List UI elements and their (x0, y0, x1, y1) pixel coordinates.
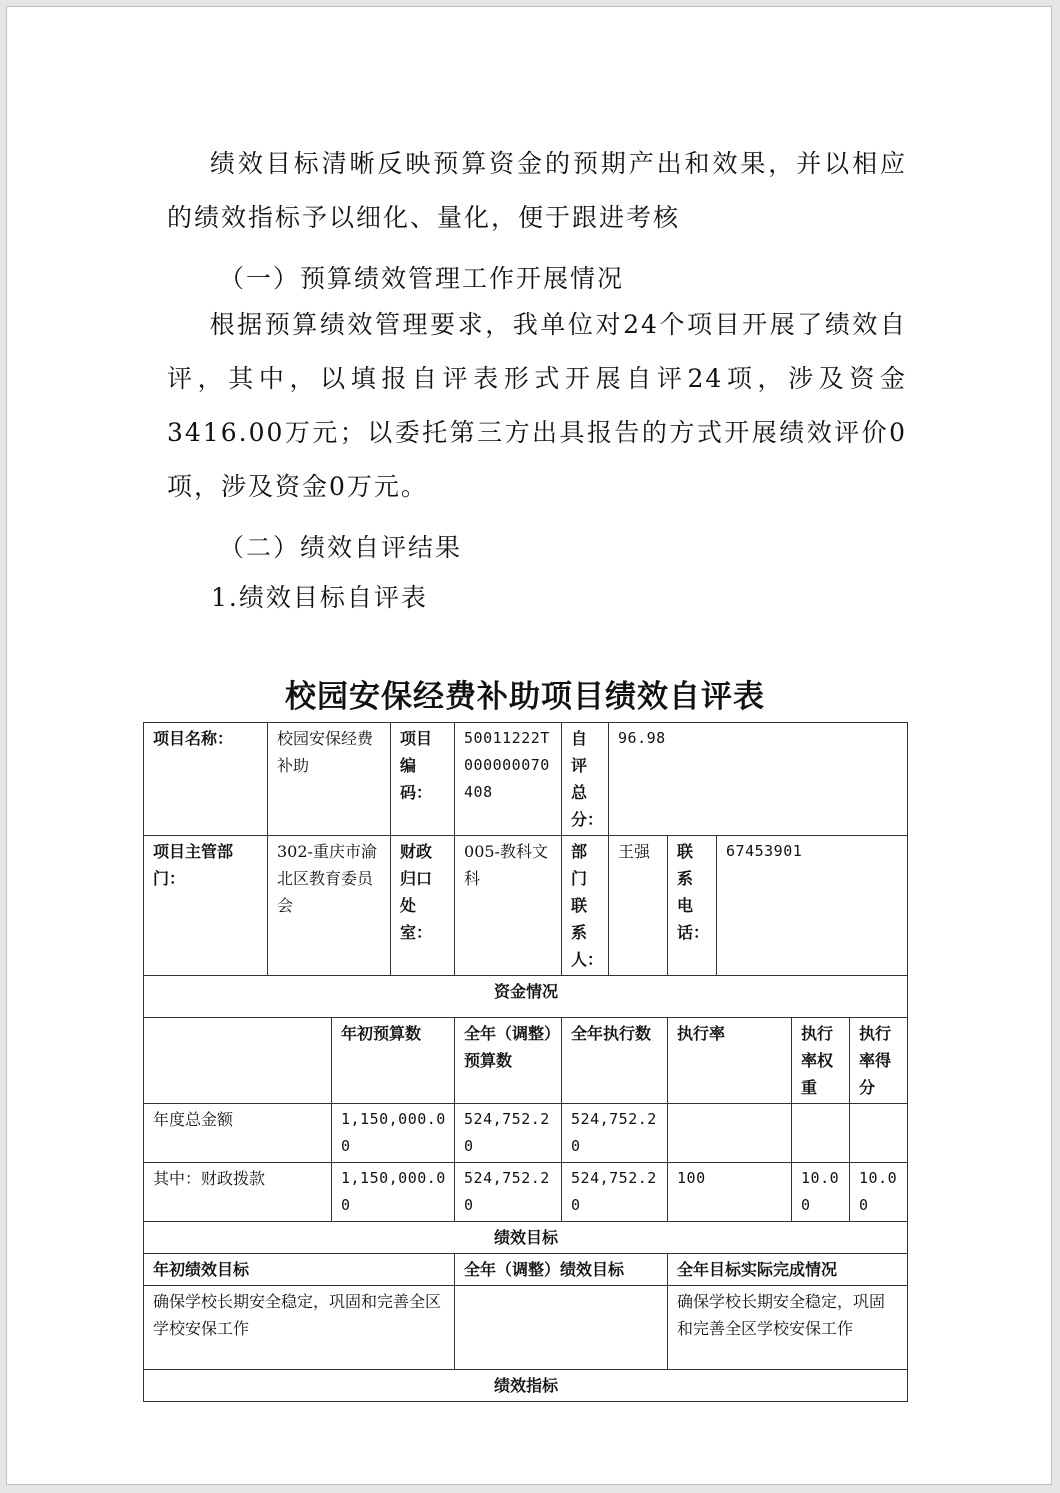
executed-cell: 524,752.20 (562, 1104, 668, 1163)
goal-adjusted-label: 全年（调整）绩效目标 (455, 1254, 668, 1286)
project-code-label: 项目编码： (391, 723, 455, 836)
self-score-label: 自评总分： (562, 723, 609, 836)
finance-office-label: 财政归口处室： (391, 836, 455, 976)
col-header-adjusted: 全年（调整）预算数 (455, 1018, 562, 1104)
score-cell (850, 1104, 908, 1163)
section2-subheading: 1.绩效目标自评表 (211, 583, 428, 612)
score-cell: 10.00 (850, 1163, 908, 1222)
budget-cell: 1,150,000.00 (332, 1104, 455, 1163)
table-row (144, 836, 908, 976)
table-row (144, 976, 908, 1018)
project-code-value: 50011222T000000070408 (455, 723, 562, 836)
adjusted-cell: 524,752.20 (455, 1104, 562, 1163)
indicators-section-header: 绩效指标 (144, 1370, 908, 1402)
col-header-executed: 全年执行数 (562, 1018, 668, 1104)
rate-cell: 100 (668, 1163, 792, 1222)
funds-corner-cell (144, 1018, 332, 1104)
section2-heading: （二）绩效自评结果 (219, 533, 463, 562)
table-row (144, 1104, 908, 1163)
col-header-weight: 执行率权重 (792, 1018, 850, 1104)
row-label: 其中：财政拨款 (144, 1163, 332, 1222)
section1-paragraph: 根据预算绩效管理要求，我单位对24个项目开展了绩效自评，其中，以填报自评表形式开展自评24项，涉及资金3416.00万元；以委托第三方出具报告的方式开展绩效评价0项，涉及资金0万元。 (167, 310, 907, 501)
table-row (144, 1163, 908, 1222)
phone-value: 67453901 (717, 836, 908, 976)
col-header-score: 执行率得分 (850, 1018, 908, 1104)
goal-adjusted-value (455, 1286, 668, 1370)
dept-value: 302-重庆市渝北区教育委员会 (268, 836, 391, 976)
col-header-rate: 执行率 (668, 1018, 792, 1104)
table-row (144, 1254, 908, 1286)
intro-paragraph: 绩效目标清晰反映预算资金的预期产出和效果，并以相应的绩效指标予以细化、量化，便于跟进考核 (167, 149, 907, 232)
goals-section-header: 绩效目标 (144, 1222, 908, 1254)
finance-office-value: 005-教科文科 (455, 836, 562, 976)
executed-cell: 524,752.20 (562, 1163, 668, 1222)
project-name-value: 校园安保经费补助 (268, 723, 391, 836)
contact-value: 王强 (609, 836, 668, 976)
rate-cell (668, 1104, 792, 1163)
contact-label: 部门联系人： (562, 836, 609, 976)
goal-actual-label: 全年目标实际完成情况 (668, 1254, 908, 1286)
table-row (144, 1222, 908, 1254)
table-row (144, 1286, 908, 1370)
self-score-value: 96.98 (609, 723, 908, 836)
table-row (144, 723, 908, 836)
goal-actual-value: 确保学校长期安全稳定，巩固和完善全区学校安保工作 (668, 1286, 908, 1370)
document-page (6, 6, 1052, 1485)
weight-cell (792, 1104, 850, 1163)
evaluation-table (143, 722, 908, 1402)
row-label: 年度总金额 (144, 1104, 332, 1163)
dept-label: 项目主管部门： (144, 836, 268, 976)
adjusted-cell: 524,752.20 (455, 1163, 562, 1222)
goal-initial-label: 年初绩效目标 (144, 1254, 455, 1286)
col-header-budget: 年初预算数 (332, 1018, 455, 1104)
budget-cell: 1,150,000.00 (332, 1163, 455, 1222)
weight-cell: 10.00 (792, 1163, 850, 1222)
goal-initial-value: 确保学校长期安全稳定，巩固和完善全区学校安保工作 (144, 1286, 455, 1370)
funds-section-header: 资金情况 (144, 976, 908, 1018)
project-name-label: 项目名称： (144, 723, 268, 836)
table-title: 校园安保经费补助项目绩效自评表 (285, 679, 765, 715)
phone-label: 联系电话： (668, 836, 717, 976)
table-row (144, 1018, 908, 1104)
table-row (144, 1370, 908, 1402)
section1-heading: （一）预算绩效管理工作开展情况 (219, 264, 625, 293)
